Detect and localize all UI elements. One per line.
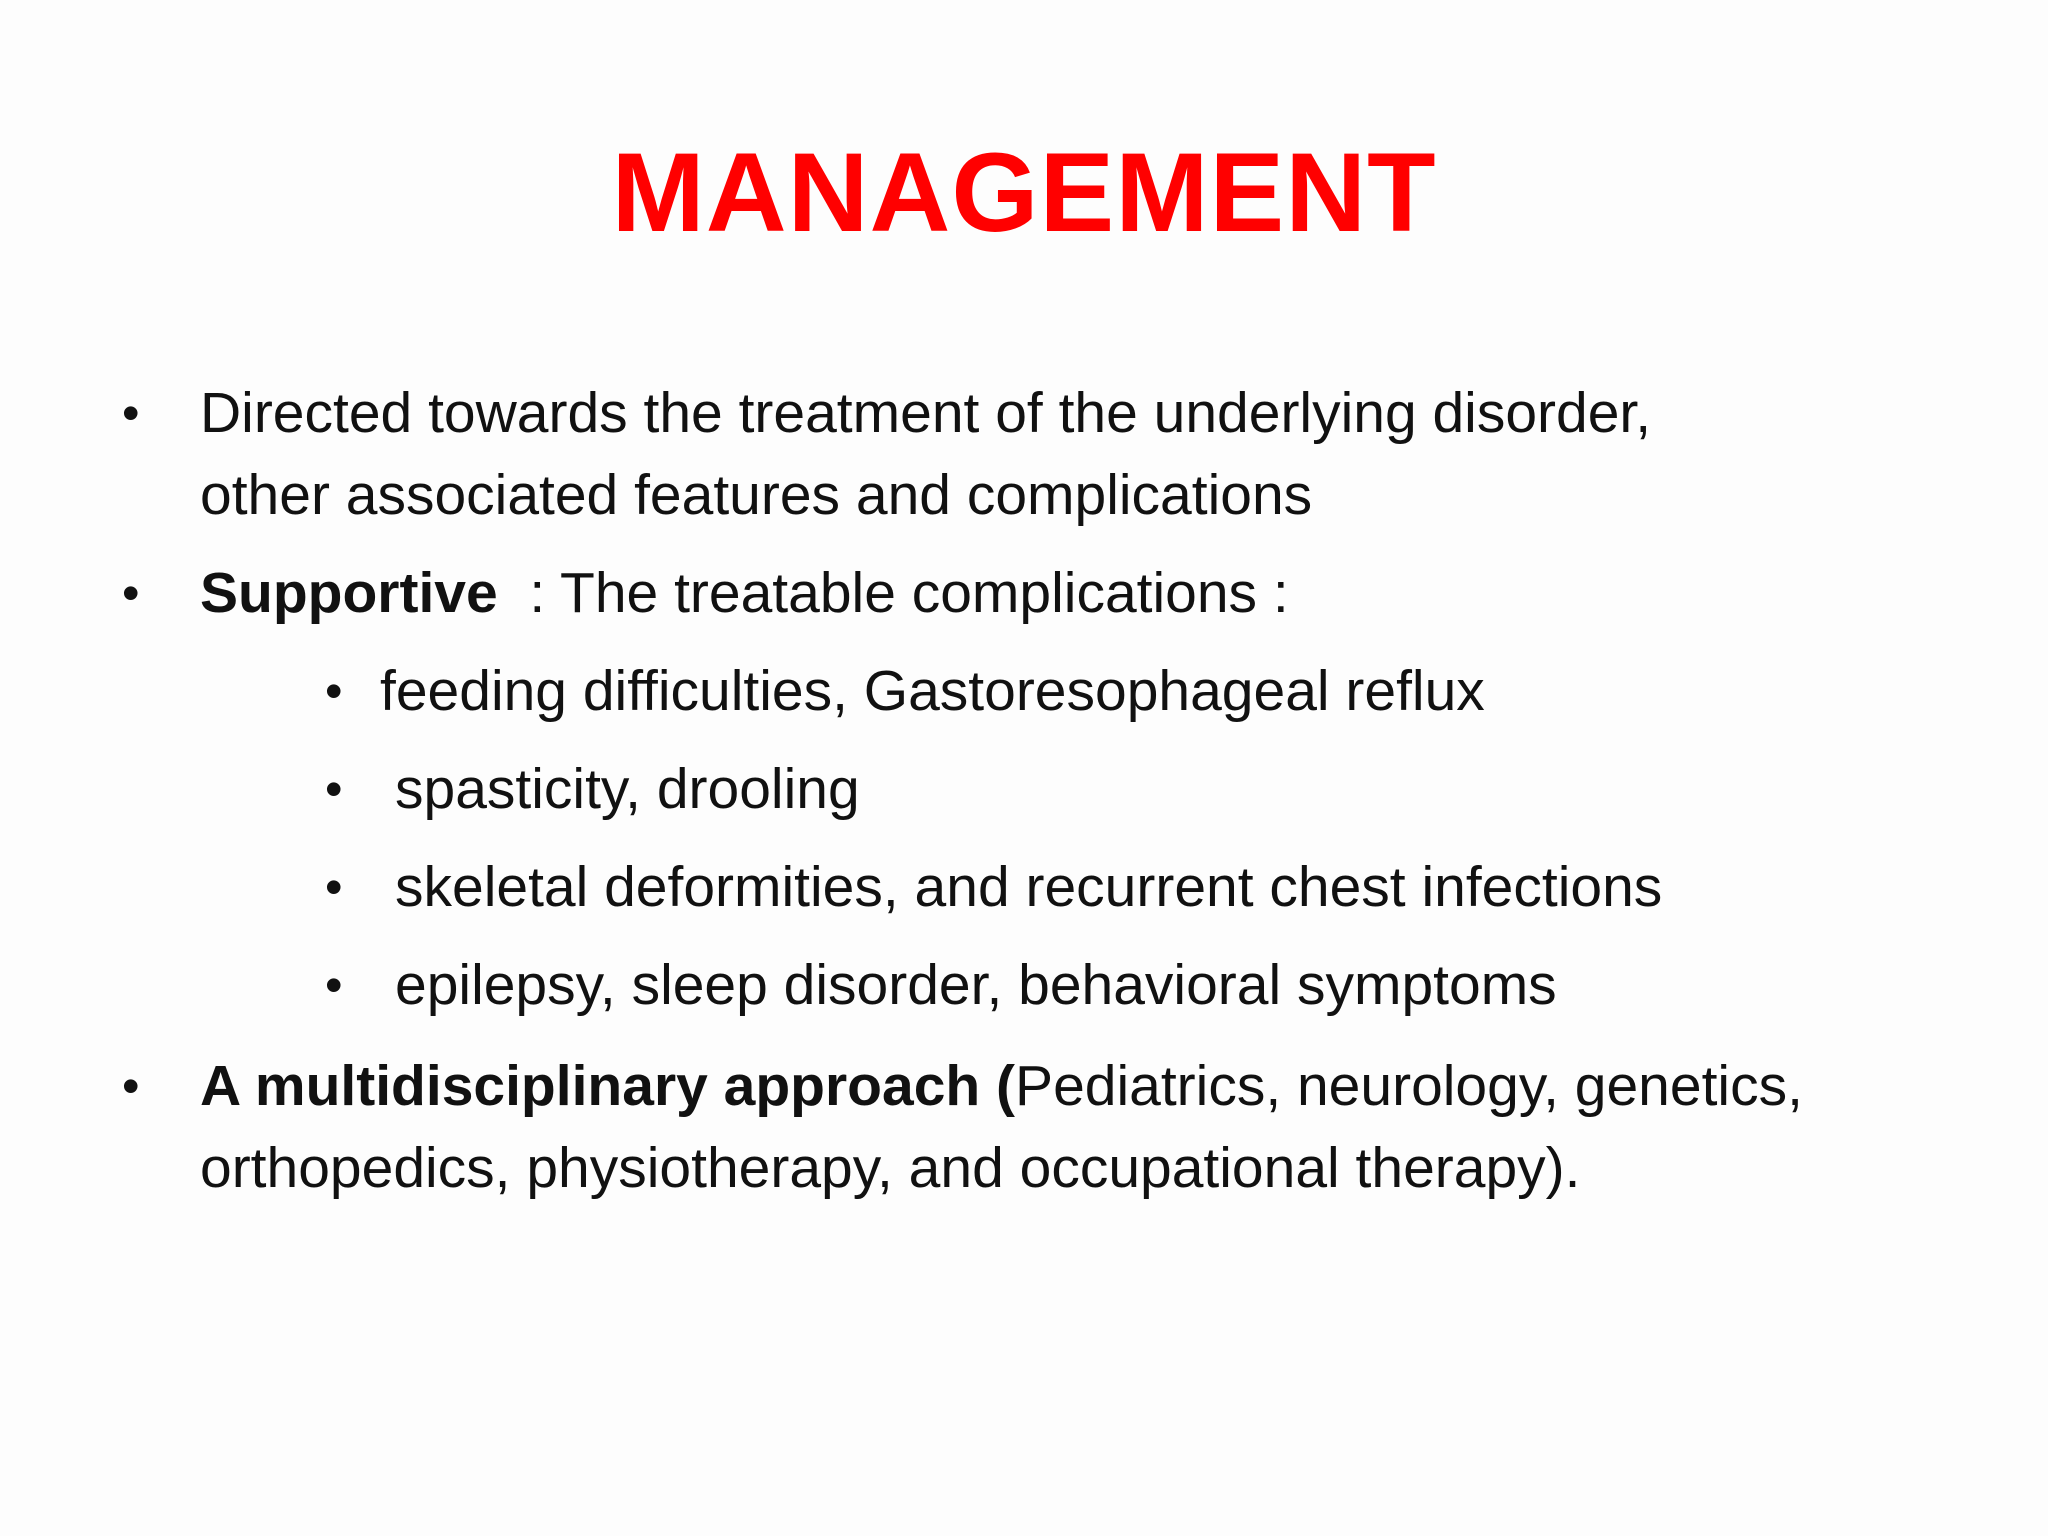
bullet-icon: • — [122, 385, 140, 441]
sub-item-3: skeletal deformities, and recurrent chest infections — [395, 855, 1663, 919]
bullet-3-line-1 — [200, 1045, 1803, 1127]
sub-bullet-icon: • — [325, 859, 343, 915]
sub-item-2: spasticity, drooling — [395, 757, 860, 821]
sub-item-1: feeding difficulties, Gastoresophageal reflux — [380, 659, 1485, 723]
bullet-icon: • — [122, 1058, 140, 1114]
bullet-3-bold: A multidisciplinary approach ( — [200, 1054, 1016, 1118]
sub-bullet-icon: • — [325, 761, 343, 817]
sub-bullet-icon: • — [325, 957, 343, 1013]
bullet-1-line-2: other associated features and complications — [200, 463, 1313, 527]
bullet-2-text: : The treatable complications : — [497, 561, 1289, 625]
slide-title: MANAGEMENT — [611, 130, 1437, 255]
sub-item-4: epilepsy, sleep disorder, behavioral symptoms — [395, 953, 1557, 1017]
bullet-3-line-2: orthopedics, physiotherapy, and occupational therapy). — [200, 1136, 1581, 1200]
bullet-2-bold: Supportive — [200, 561, 498, 625]
bullet-2 — [200, 552, 1289, 634]
sub-bullet-icon: • — [325, 663, 343, 719]
bullet-1-line-1: Directed towards the treatment of the underlying disorder, — [200, 381, 1652, 445]
bullet-icon: • — [122, 565, 140, 621]
bullet-3-text: Pediatrics, neurology, genetics, — [1015, 1054, 1803, 1118]
